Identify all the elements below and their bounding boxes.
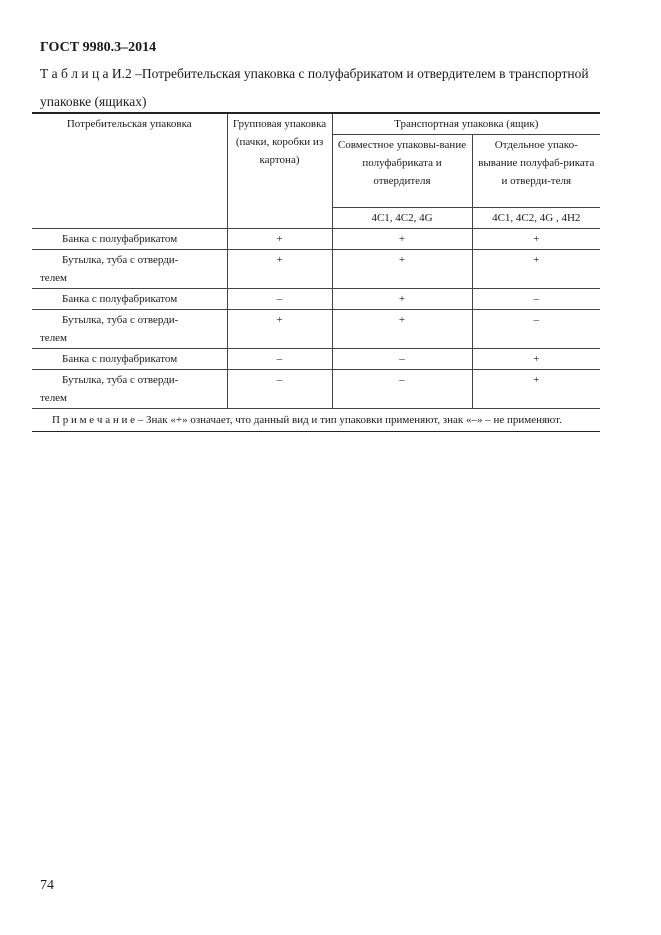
table-row bbox=[32, 289, 600, 310]
header-transport-packaging: Транспортная упаковка (ящик) bbox=[332, 113, 600, 135]
joint-mark: + bbox=[332, 310, 472, 349]
joint-mark: – bbox=[332, 349, 472, 370]
row-label-line1: Банка с полуфабрикатом bbox=[62, 353, 178, 365]
page-number: 74 bbox=[40, 878, 54, 893]
separate-mark: – bbox=[472, 289, 600, 310]
table-row bbox=[32, 250, 600, 289]
header-consumer-packaging: Потребительская упаковка bbox=[32, 113, 227, 229]
row-label-line1: Банка с полуфабрикатом bbox=[62, 293, 178, 305]
group-mark: + bbox=[227, 229, 332, 250]
row-label-line1: Бутылка, туба с отверди- bbox=[62, 314, 179, 326]
caption-prefix: Т а б л и ц а bbox=[40, 66, 109, 81]
header-group-packaging: Групповая упаковка (пачки, коробки из картона) bbox=[227, 113, 332, 229]
row-label bbox=[32, 250, 227, 289]
row-label bbox=[32, 349, 227, 370]
row-label-line1: Бутылка, туба с отверди- bbox=[62, 374, 179, 386]
row-label bbox=[32, 370, 227, 409]
table-row bbox=[32, 370, 600, 409]
row-label-line1: Бутылка, туба с отверди- bbox=[62, 254, 179, 266]
separate-mark: + bbox=[472, 250, 600, 289]
joint-mark: – bbox=[332, 370, 472, 409]
separate-mark: + bbox=[472, 370, 600, 409]
row-label bbox=[32, 229, 227, 250]
row-label-line2: телем bbox=[40, 392, 68, 404]
separate-mark: + bbox=[472, 229, 600, 250]
joint-mark: + bbox=[332, 229, 472, 250]
caption-text: И.2 –Потребительская упаковка с полуфабрикатом и отвердителем в транспортной упаковке (ящиках) bbox=[40, 66, 589, 109]
packaging-table-wrapper bbox=[32, 112, 600, 432]
note-text: – Знак «+» означает, что данный вид и тип упаковки применяют, знак «–» – не применяют. bbox=[135, 414, 562, 426]
row-label-line2: телем bbox=[40, 332, 68, 344]
separate-mark: + bbox=[472, 349, 600, 370]
document-header: ГОСТ 9980.3–2014 bbox=[40, 40, 157, 55]
row-label-line1: Банка с полуфабрикатом bbox=[62, 233, 178, 245]
header-separate-packing: Отдельное упако-вывание полуфаб-риката и отверди-теля bbox=[472, 135, 600, 208]
packaging-table bbox=[32, 112, 600, 432]
group-mark: – bbox=[227, 370, 332, 409]
row-label bbox=[32, 310, 227, 349]
group-mark: + bbox=[227, 310, 332, 349]
note-prefix: П р и м е ч а н и е bbox=[52, 414, 135, 426]
joint-mark: + bbox=[332, 250, 472, 289]
table-caption bbox=[40, 60, 600, 116]
group-mark: – bbox=[227, 289, 332, 310]
separate-mark: – bbox=[472, 310, 600, 349]
table-note-row bbox=[32, 409, 600, 432]
table-row bbox=[32, 310, 600, 349]
header-separate-codes: 4С1, 4С2, 4G , 4H2 bbox=[472, 208, 600, 229]
header-joint-codes: 4С1, 4С2, 4G bbox=[332, 208, 472, 229]
joint-mark: + bbox=[332, 289, 472, 310]
group-mark: – bbox=[227, 349, 332, 370]
group-mark: + bbox=[227, 250, 332, 289]
table-note bbox=[32, 409, 600, 432]
table-row bbox=[32, 229, 600, 250]
table-row bbox=[32, 349, 600, 370]
row-label bbox=[32, 289, 227, 310]
row-label-line2: телем bbox=[40, 272, 68, 284]
header-joint-packing: Совместное упаковы-вание полуфабриката и отвердителя bbox=[332, 135, 472, 208]
